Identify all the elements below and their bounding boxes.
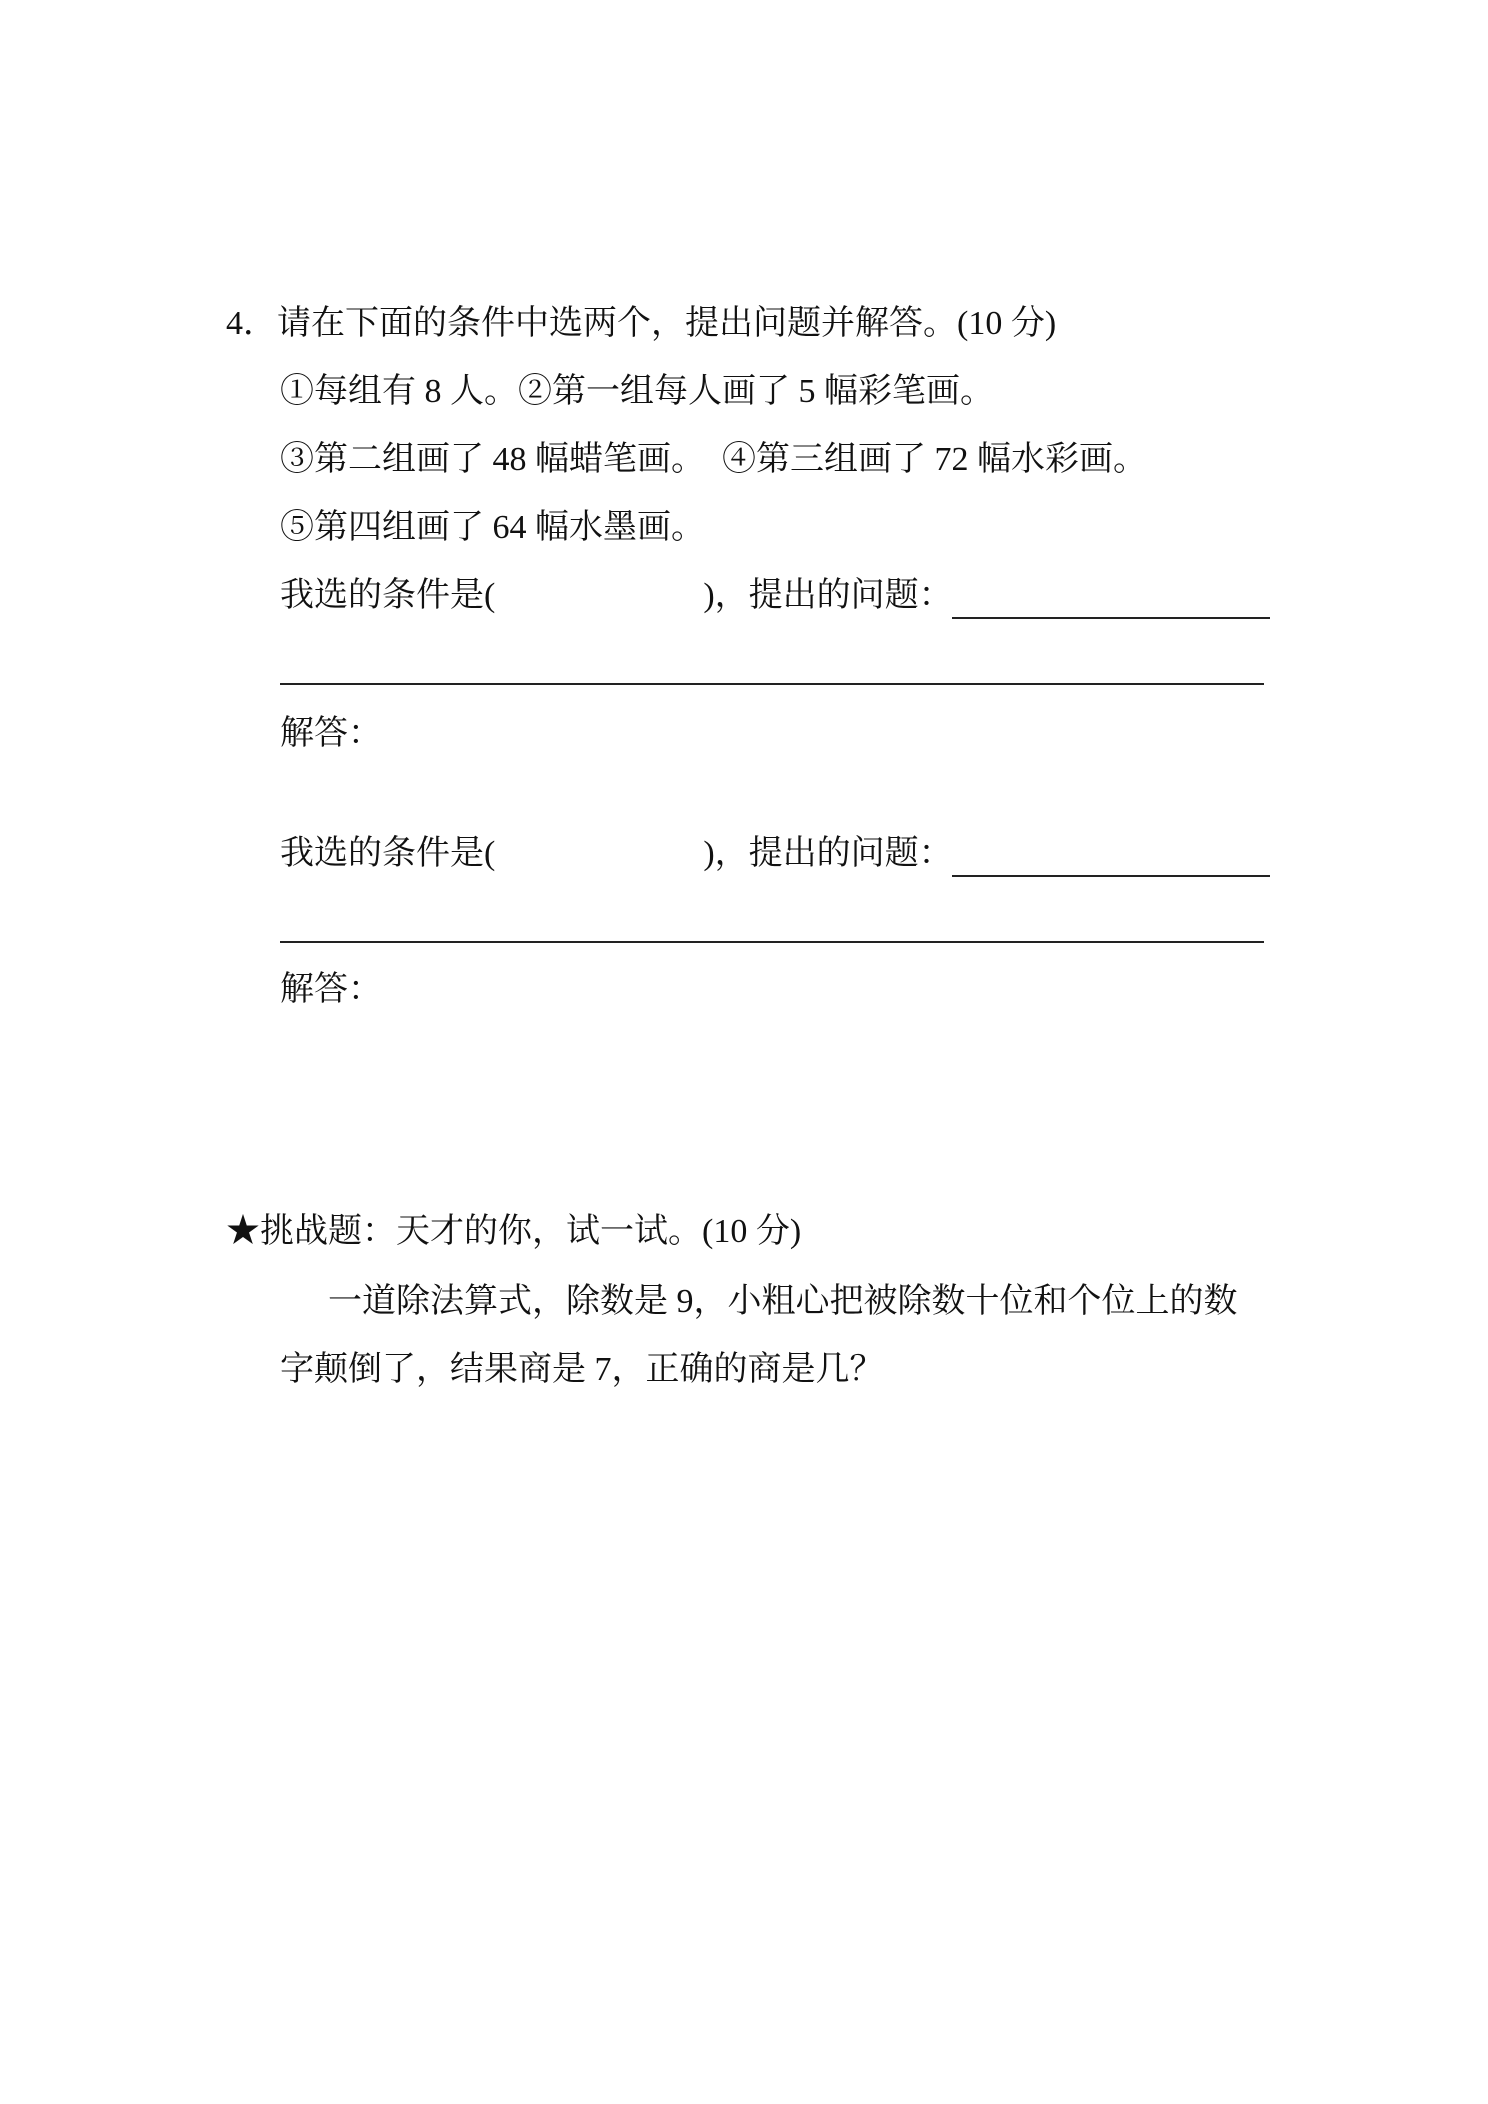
question-number: 4．	[226, 305, 277, 342]
challenge-title: ★挑战题：天才的你，试一试。(10 分)	[226, 1213, 802, 1250]
question-4-header	[226, 300, 1056, 348]
answer-block-2-select-line	[280, 830, 953, 878]
question-blank-line[interactable]	[952, 875, 1270, 877]
challenge-text-line-1: 一道除法算式，除数是 9，小粗心把被除数十位和个位上的数	[328, 1283, 1238, 1320]
select-prefix: 我选的条件是(	[280, 835, 496, 872]
question-continuation-line[interactable]	[280, 941, 1264, 943]
question-continuation-line[interactable]	[280, 683, 1264, 685]
select-prefix: 我选的条件是(	[280, 577, 496, 614]
condition-line-1: ①每组有 8 人。②第一组每人画了 5 幅彩笔画。	[280, 373, 994, 410]
select-suffix: )，提出的问题：	[703, 835, 953, 872]
condition-line-3: ⑤第四组画了 64 幅水墨画。	[280, 509, 705, 546]
answer-label: 解答：	[280, 971, 382, 1008]
question-prompt: 请在下面的条件中选两个，提出问题并解答。(10 分)	[277, 305, 1057, 342]
answer-block-1-select-line	[280, 572, 953, 620]
challenge-text-line-2: 字颠倒了，结果商是 7，正确的商是几？	[280, 1351, 884, 1388]
answer-label: 解答：	[280, 715, 382, 752]
question-blank-line[interactable]	[952, 617, 1270, 619]
condition-line-2: ③第二组画了 48 幅蜡笔画。 ④第三组画了 72 幅水彩画。	[280, 441, 1147, 478]
select-suffix: )，提出的问题：	[703, 577, 953, 614]
